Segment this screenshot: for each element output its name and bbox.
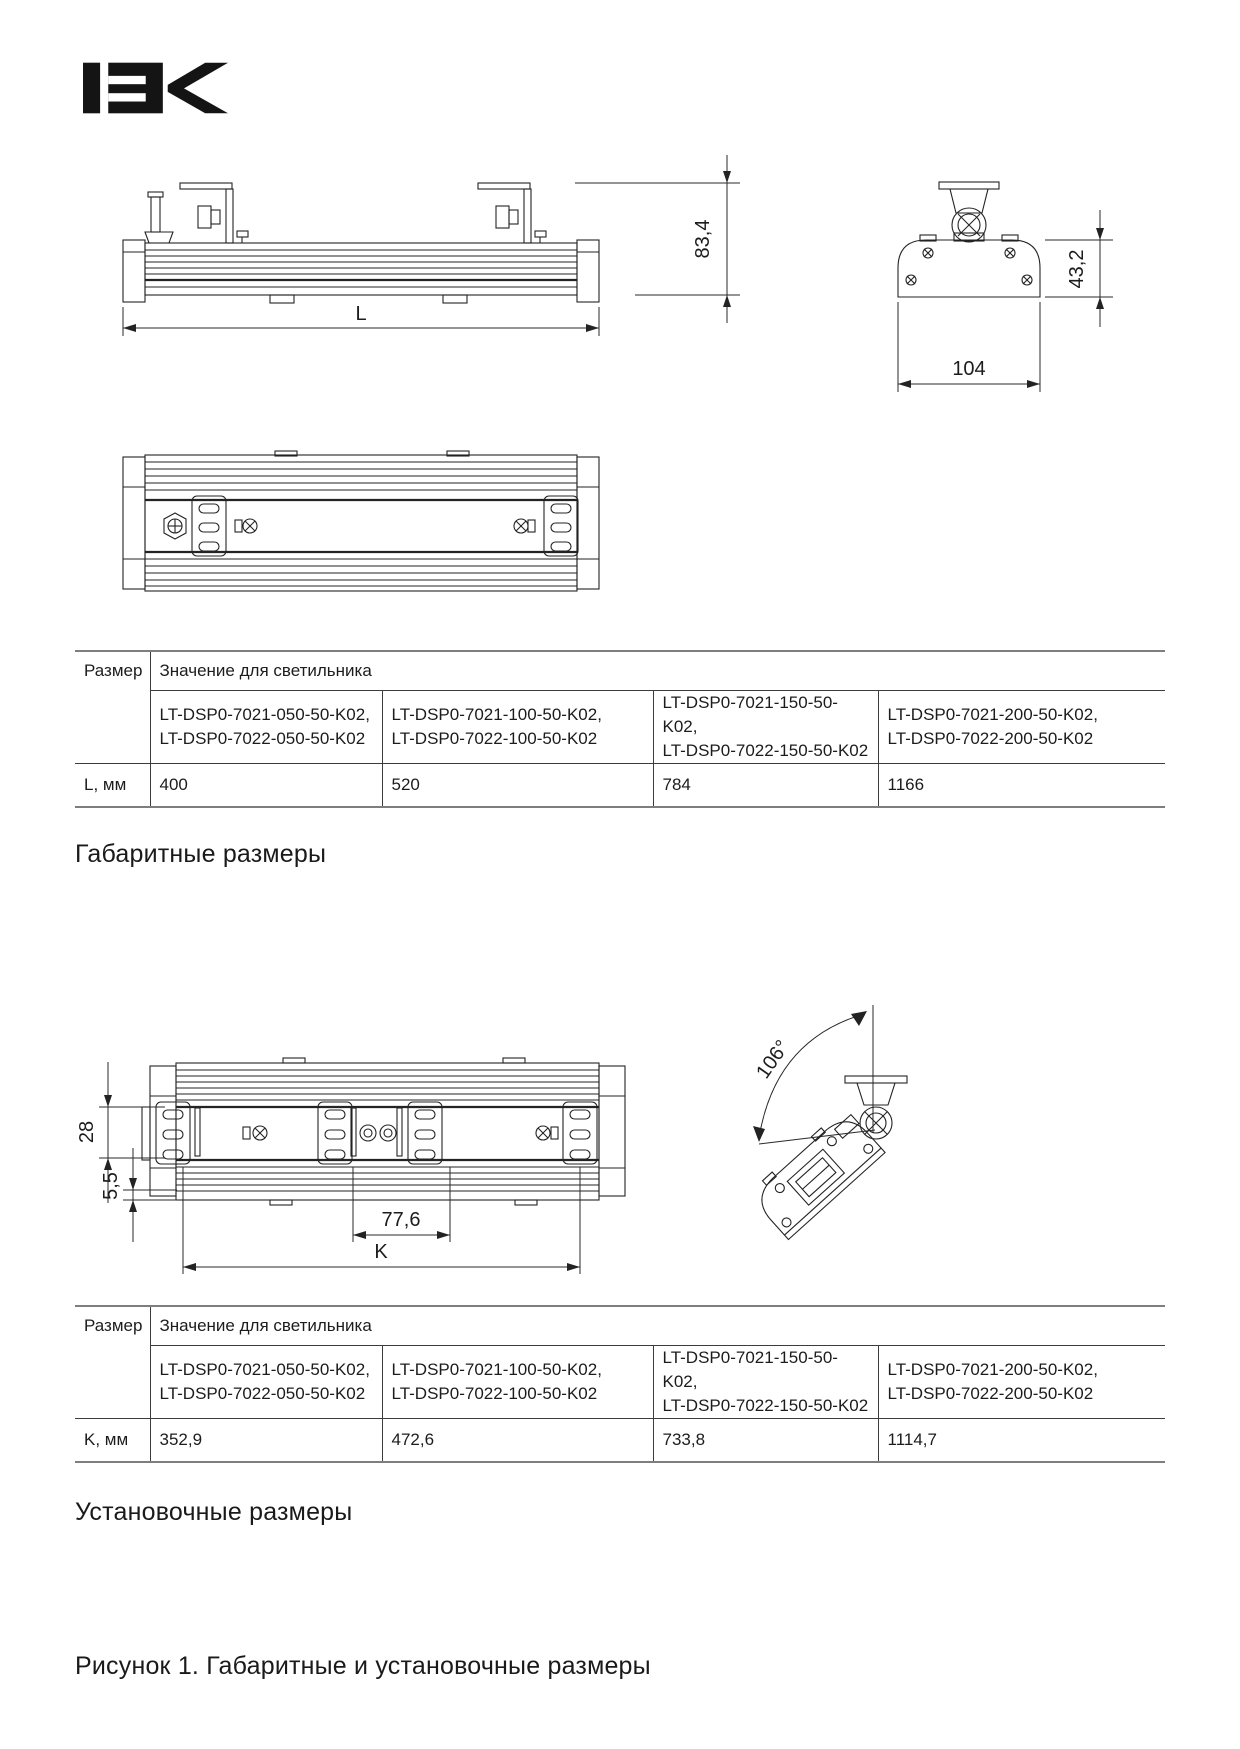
value-cell: 784 xyxy=(653,764,878,808)
mounting-bottom-view xyxy=(76,1058,625,1274)
model-line: LT-DSP0-7022-050-50-K02 xyxy=(159,729,366,748)
end-view xyxy=(898,182,1113,392)
model-cell xyxy=(150,1346,382,1419)
model-line: LT-DSP0-7021-100-50-K02, xyxy=(391,1360,602,1379)
overall-dimensions-table xyxy=(75,650,1165,808)
model-cell xyxy=(150,691,382,764)
model-cell xyxy=(382,1346,653,1419)
dimension-K-label: K xyxy=(374,1241,388,1263)
hex-nut-icon xyxy=(164,513,186,539)
size-column-header: Размер xyxy=(75,1306,150,1419)
model-line: LT-DSP0-7022-150-50-K02 xyxy=(662,741,869,760)
value-cell: 733,8 xyxy=(653,1419,878,1463)
dimension-28-label: 28 xyxy=(76,1120,98,1144)
model-cell xyxy=(653,1346,878,1419)
value-cell: 352,9 xyxy=(150,1419,382,1463)
dimension-77-6-label: 77,6 xyxy=(381,1209,421,1231)
model-cell xyxy=(878,1346,1165,1419)
bottom-view xyxy=(123,451,599,591)
dimension-43-2 xyxy=(1045,210,1113,327)
model-cell xyxy=(382,691,653,764)
model-line: LT-DSP0-7021-050-50-K02, xyxy=(159,1360,370,1379)
model-line: LT-DSP0-7021-100-50-K02, xyxy=(391,705,602,724)
overall-heading: Габаритные размеры xyxy=(75,840,327,868)
eye-bolt xyxy=(845,1076,907,1139)
mounting-heading: Установочные размеры xyxy=(75,1498,353,1526)
mounting-bracket xyxy=(180,183,248,243)
dimension-L-label: L xyxy=(355,303,367,325)
model-line: LT-DSP0-7022-050-50-K02 xyxy=(159,1384,366,1403)
figure-caption: Рисунок 1. Габаритные и установочные размеры xyxy=(75,1652,651,1680)
row-label-L: L, мм xyxy=(75,764,150,808)
slotted-bracket xyxy=(318,1102,352,1164)
dimension-L xyxy=(123,303,599,336)
model-line: LT-DSP0-7022-200-50-K02 xyxy=(887,729,1094,748)
model-cell xyxy=(653,691,878,764)
slotted-bracket xyxy=(563,1102,597,1164)
eye-bolt xyxy=(939,182,999,242)
dimension-43-2-label: 43,2 xyxy=(1066,249,1088,289)
model-line: LT-DSP0-7022-100-50-K02 xyxy=(391,729,598,748)
value-column-header: Значение для светильника xyxy=(150,651,1165,691)
iek-logo-icon xyxy=(83,62,228,114)
mounting-dimensions-drawing xyxy=(75,900,1075,1300)
rotated-body xyxy=(748,1107,885,1239)
dimension-104-label: 104 xyxy=(952,358,986,380)
slotted-bracket xyxy=(408,1102,442,1164)
size-column-header: Размер xyxy=(75,651,150,764)
row-label-K: K, мм xyxy=(75,1419,150,1463)
screw-icon xyxy=(906,248,1032,285)
value-column-header: Значение для светильника xyxy=(150,1306,1165,1346)
dimension-104 xyxy=(898,302,1040,392)
dimension-77-6 xyxy=(353,1167,450,1242)
slotted-bracket xyxy=(192,496,226,556)
screw-icon xyxy=(243,1126,558,1140)
overall-dimensions-drawing xyxy=(75,130,1165,600)
value-cell: 520 xyxy=(382,764,653,808)
model-line: LT-DSP0-7022-200-50-K02 xyxy=(887,1384,1094,1403)
value-cell: 472,6 xyxy=(382,1419,653,1463)
model-line: LT-DSP0-7021-050-50-K02, xyxy=(159,705,370,724)
iek-logo xyxy=(83,62,228,114)
model-line: LT-DSP0-7021-150-50-K02, xyxy=(662,693,838,736)
model-cell xyxy=(878,691,1165,764)
value-cell: 400 xyxy=(150,764,382,808)
screw-icon xyxy=(235,519,535,533)
model-line: LT-DSP0-7021-150-50-K02, xyxy=(662,1348,838,1391)
slotted-bracket xyxy=(156,1102,190,1164)
model-line: LT-DSP0-7021-200-50-K02, xyxy=(887,1360,1098,1379)
model-line: LT-DSP0-7022-150-50-K02 xyxy=(662,1396,869,1415)
model-line: LT-DSP0-7021-200-50-K02, xyxy=(887,705,1098,724)
slotted-bracket xyxy=(544,496,578,556)
dimension-5-5 xyxy=(100,1148,177,1242)
dimension-5-5-label: 5,5 xyxy=(100,1172,122,1200)
value-cell: 1166 xyxy=(878,764,1165,808)
dimension-83-4 xyxy=(575,155,740,323)
side-view xyxy=(123,155,740,336)
value-cell: 1114,7 xyxy=(878,1419,1165,1463)
mounting-bracket xyxy=(478,183,546,243)
tilted-end-view xyxy=(748,1005,907,1239)
dimension-106-label: 106° xyxy=(752,1036,794,1083)
mounting-dimensions-table xyxy=(75,1305,1165,1463)
dimension-83-4-label: 83,4 xyxy=(692,219,714,259)
model-line: LT-DSP0-7022-100-50-K02 xyxy=(391,1384,598,1403)
